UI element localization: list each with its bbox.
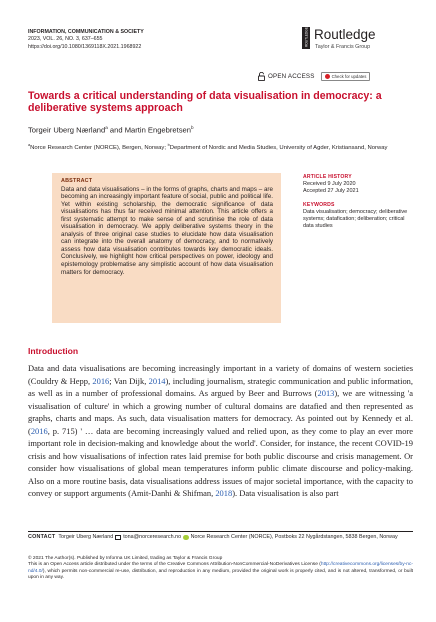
intro-text-2: ; Van Dijk, xyxy=(109,375,149,386)
article-history-heading: ARTICLE HISTORY xyxy=(303,174,352,180)
received-date: Received 9 July 2020 xyxy=(303,181,356,188)
abstract-box xyxy=(52,173,281,323)
author-1-sup: a xyxy=(105,125,108,130)
author-2[interactable]: Martin Engebretsen xyxy=(124,125,191,135)
affil-b: Department of Nordic and Media Studies, University of Agder, Kristiansand, Norway xyxy=(169,144,388,151)
publisher-brand: Routledge xyxy=(314,27,376,42)
intro-text-3: ), including journalism, strategic communication and public information, as well as in a number of professional domains. As argued by Beer and Burrows ( xyxy=(28,375,413,399)
routledge-book-icon xyxy=(302,27,310,49)
citation-link[interactable]: 2016 xyxy=(92,375,110,386)
intro-text-6: ). Data visualisation is also part xyxy=(232,488,339,499)
journal-volume: 2023, VOL. 26, NO. 3, 637–655 xyxy=(28,36,103,43)
author-2-sup: b xyxy=(190,125,194,130)
crossmark-icon xyxy=(325,74,330,79)
journal-doi-link[interactable]: https://doi.org/10.1080/1369118X.2021.1968922 xyxy=(28,43,142,50)
journal-name: INFORMATION, COMMUNICATION & SOCIETY xyxy=(28,29,144,35)
affil-a: Norce Research Center (NORCE), Bergen, Norway; xyxy=(30,144,168,151)
introduction-paragraph xyxy=(28,362,413,500)
affil-a-sup: a xyxy=(28,143,31,147)
license-block xyxy=(28,556,413,582)
publisher-logo[interactable] xyxy=(302,25,412,59)
contact-name: Torgeir Uberg Nærland xyxy=(58,534,114,540)
contact-org: Norce Research Center (NORCE), Postboks 22 Nygårdstangen, 5838 Bergen, Norway xyxy=(190,534,398,540)
orcid-icon[interactable] xyxy=(183,535,189,541)
authors xyxy=(28,125,194,135)
footer-divider xyxy=(28,531,413,532)
contact-line xyxy=(28,534,413,541)
license-link[interactable]: http://creativecommons.org/licenses/by-nc-nd/4.0/ xyxy=(28,562,413,574)
citation-link[interactable]: 2013 xyxy=(317,388,335,399)
open-lock-icon xyxy=(258,72,265,81)
email-icon xyxy=(115,535,121,540)
citation-link[interactable]: 2014 xyxy=(148,375,166,386)
contact-heading: CONTACT xyxy=(28,534,56,540)
copyright-line: © 2021 The Author(s). Published by Informa UK Limited, trading as Taylor & Francis Group xyxy=(28,556,223,561)
check-for-updates-label: Check for updates xyxy=(331,73,367,79)
open-access-row xyxy=(258,71,370,81)
author-join: and xyxy=(107,125,125,135)
affil-b-sup: b xyxy=(167,143,170,147)
citation-link[interactable]: 2018 xyxy=(215,488,233,499)
intro-text-5: , p. 715) ' … data are becoming increasingly valued and relied upon, as they come to play an ever more important role in decision-making and knowledge about the world'. Consider, for instance, the recent COVID-19 crisis and how visualisations of infection rates laid premise for both public discourse and crisis management. Or consider how visualisations of global mean temperatures inform public climate discourse and policy-making. Also on a more routine basis, data visualisations address issues of major societal importance, with the capacity to convey or support arguments (Amit-Danhi & Shifman, xyxy=(28,425,413,499)
abstract-heading: ABSTRACT xyxy=(61,178,93,184)
check-for-updates-button[interactable] xyxy=(321,72,371,81)
abstract-text: Data and data visualisations – in the forms of graphs, charts and maps – are becoming an increasingly important feature of social, public and political life. Yet within existing scholarship, the democratic significance of data visualisations has thus far received minimal attention. This article offers a first systematic attempt to make sense of and scrutinise the role of data visualisation in democracy. We apply deliberative systems theory in the analysis of three original case studies to elucidate how data visualisation can integrate into the overall anatomy of democracy, and to normatively assess how data visualisation contributes towards key democratic ideals. Conclusively, we highlight how critical perspectives on power, ideology and epistemology problematise any simplistic account of how data visualisation matters for democracy. xyxy=(61,185,273,276)
routledge-spine-text: ROUTLEDGE xyxy=(304,27,309,47)
license-text-1: This is an Open Access article distributed under the terms of the Creative Commons Attribution-NonCommercial-NoDerivatives License ( xyxy=(28,562,321,568)
publisher-group: Taylor & Francis Group xyxy=(315,44,371,50)
article-title: Towards a critical understanding of data visualisation in democracy: a deliberative systems approach xyxy=(28,90,382,115)
intro-text-1: Data and data visualisations are becoming increasingly important in a variety of domains of western societies (Couldry & Hepp, xyxy=(28,363,413,386)
keywords-text: Data visualisation; democracy; deliberative systems; datafication; deliberation; critical data studies xyxy=(303,208,408,230)
article-sidebar xyxy=(303,174,413,230)
intro-text-4: ), we are witnessing 'a visualisation of culture' in which a growing number of cultural domains are datafied and then represented as graphs, charts and maps. As such, data visualisation matters for democracy. As pointed out by Kennedy et al. ( xyxy=(28,388,413,436)
author-1[interactable]: Torgeir Uberg Nærland xyxy=(28,125,106,135)
keywords-heading: KEYWORDS xyxy=(303,201,335,208)
open-access-label: OPEN ACCESS xyxy=(268,72,315,80)
citation-link[interactable]: 2016 xyxy=(30,425,48,436)
license-text xyxy=(28,562,413,581)
accepted-date: Accepted 27 July 2021 xyxy=(303,188,359,195)
license-text-2: ), which permits non-commercial re-use, distribution, and reproduction in any medium, provided the original work is properly cited, and is not altered, transformed, or built upon in any way. xyxy=(28,568,413,581)
contact-email[interactable]: tona@norceresearch.no xyxy=(123,534,182,540)
introduction-heading: Introduction xyxy=(28,346,79,356)
journal-info xyxy=(28,29,144,51)
affiliations xyxy=(28,141,413,152)
